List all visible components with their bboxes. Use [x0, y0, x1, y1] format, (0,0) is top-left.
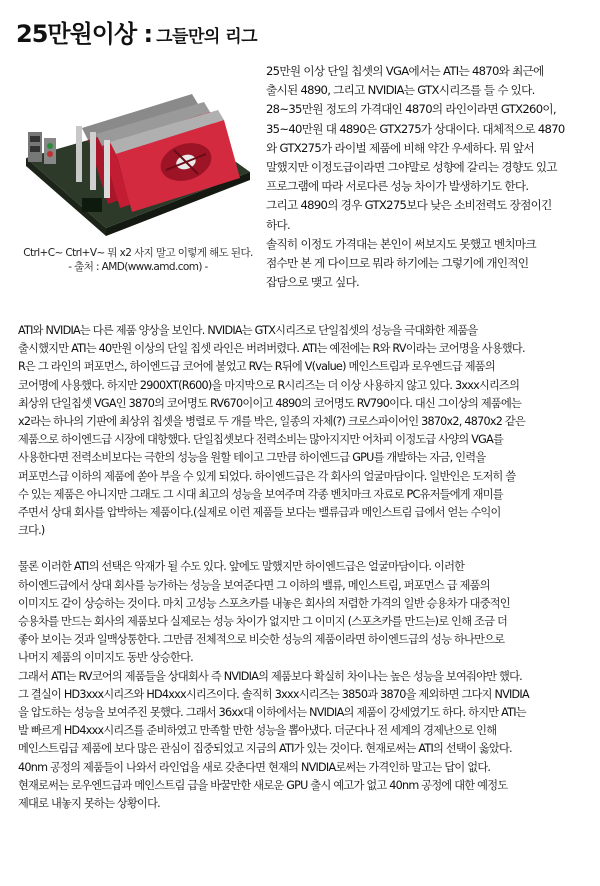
graphics-card-photo — [22, 80, 252, 240]
text-line: 최상위 단일칩셋 VGA인 3870의 코어명도 RV670이이고 4890의 코어명도 RV790이다. 대신 그이상의 제품에는 — [18, 396, 522, 410]
text-line: 코어명에 사용했다. 하지만 2900XT(R600)을 마지막으로 R시리즈는 더 이상 사용하지 않고 있다. 3xxx시리즈의 — [18, 378, 520, 392]
text-line: 말했지만 이정도급이라면 그야말로 성향에 갈리는 경향도 있고 — [266, 160, 557, 175]
text-line: 현재로써는 로우엔드급과 메인스트림 급을 바꿀만한 새로운 GPU 출시 예고가 없고 40nm 공정에 대한 예정도 — [18, 778, 508, 792]
text-line: 출시된 4890, 그리고 NVIDIA는 GTX시리즈를 들 수 있다. — [266, 83, 535, 98]
text-line: 수 있는 제품은 아니지만 그래도 그 시대 최고의 성능을 보여주며 각종 벤치마크 자료로 PC유저들에게 재미를 — [18, 487, 503, 501]
text-line: 솔직히 이정도 가격대는 본인이 써보지도 못했고 벤치마크 — [266, 236, 536, 251]
page-heading — [16, 14, 257, 49]
text-line: 물론 이러한 ATI의 선택은 악재가 될 수도 있다. 앞에도 말했지만 하이엔드급은 얼굴마담이다. 이러한 — [18, 560, 465, 574]
text-line: 발 빠르게 HD4xxx시리즈를 준비하였고 만족할 만한 성능을 뽑아냈다. 더군다나 전 세계의 경제난으로 인해 — [18, 724, 497, 738]
page-title: 25만원이상 : — [16, 20, 153, 48]
ati-choice-paragraph — [18, 558, 588, 813]
image-caption — [22, 246, 254, 274]
text-line: 나머지 제품의 이미지도 동반 상승한다. — [18, 651, 193, 665]
text-line: 그리고 4890의 경우 GTX275보다 낮은 소비전력도 장점이긴 — [266, 198, 552, 213]
text-line: 주면서 상대 회사를 압박하는 제품이다.(실제로 이런 제품들 보다는 밸류급과 메인스트림 급에서 얻는 수익이 — [18, 506, 501, 520]
text-line: 하이엔드급에서 상대 회사를 능가하는 성능을 보여준다면 그 이하의 밸류, 메인스트림, 퍼포먼스 급 제품의 — [18, 578, 490, 592]
article-body — [18, 322, 588, 813]
text-line: 40nm 공정의 제품들이 나와서 라인업을 새로 갖춘다면 현재의 NVIDIA로써는 가격인하 말고는 답이 없다. — [18, 760, 491, 774]
text-line: 사용한다면 전력소비보다는 극한의 성능을 원할 테이고 그만큼 하이엔드급 GPU를 개발하는 자금, 인력을 — [18, 451, 486, 465]
text-line: 28~35만원 정도의 가격대인 4870의 라인이라면 GTX260이, — [266, 102, 556, 117]
text-line: 좋아 보이는 것과 일맥상통한다. 그만큼 전체적으로 비슷한 성능의 제품이라면 하이엔드급의 성능 하나만으로 — [18, 633, 505, 647]
caption-source: - 출처 : AMD(www.amd.com) - — [68, 261, 208, 273]
caption-line: Ctrl+C~ Ctrl+V~ 뭐 x2 사지 말고 이렇게 해도 된다. — [23, 247, 253, 259]
ati-nvidia-paragraph — [18, 322, 588, 540]
text-line: 출시했지만 ATI는 40만원 이상의 단일 칩셋 라인은 버려버렸다. ATI는 예전에는 R와 RV이라는 코어명을 사용했다. — [18, 342, 525, 356]
text-line: 퍼포먼스급 이하의 제품에 쏟아 부을 수 있게 되었다. 하이엔드급은 각 회사의 얼굴마담이다. 일반인은 도저히 쓸 — [18, 469, 516, 483]
text-line: 승용차를 만드는 회사의 제품보다 실제로는 성능 차이가 없지만 그 이미지 (스포츠카를 만드는)로 인해 조금 더 — [18, 615, 508, 629]
intro-paragraph — [266, 62, 588, 292]
text-line: 와 GTX275가 라이벌 제품에 비해 약간 우세하다. 뭐 앞서 — [266, 140, 534, 155]
text-line: ATI와 NVIDIA는 다른 제품 양상을 보인다. NVIDIA는 GTX시리즈로 단일칩셋의 성능을 극대화한 제품을 — [18, 324, 478, 337]
text-line: 35~40만원 대 4890은 GTX275가 상대이다. 대체적으로 4870 — [266, 121, 565, 136]
text-line: 제품으로 하이엔드급 시장에 대항했다. 단일칩셋보다 전력소비는 많아지지만 어차피 이정도급 사양의 VGA를 — [18, 433, 504, 447]
text-line: 하다. — [266, 217, 290, 232]
text-line: 제대로 내놓지 못하는 상황이다. — [18, 797, 160, 811]
text-line: 그래서 ATI는 RV코어의 제품들을 상대회사 즉 NVIDIA의 제품보다 확실히 차이나는 높은 성능을 보여줘야만 했다. — [18, 669, 522, 683]
text-line: 그 결실이 HD3xxx시리즈와 HD4xxx시리즈이다. 솔직히 3xxx시리즈는 3850과 3870을 제외하면 그다지 NVIDIA — [18, 687, 529, 701]
text-line: 25만원 이상 단일 칩셋의 VGA에서는 ATI는 4870와 최근에 — [266, 64, 544, 78]
text-line: 메인스트림급 제품에 보다 많은 관심이 집중되었고 지금의 ATI가 있는 것이다. 현재로써는 ATI의 선택이 옳았다. — [18, 742, 512, 756]
text-line: x2라는 하나의 기판에 최상위 칩셋을 병렬로 두 개를 박은, 일종의 자체(?) 크로스파이어인 3870x2, 4870x2 같은 — [18, 415, 526, 429]
text-line: 이미지도 같이 상승하는 것이다. 마치 고성능 스포츠카를 내놓은 회사의 저렴한 가격의 일반 승용차가 대중적인 — [18, 596, 510, 610]
page-subtitle: 그들만의 리그 — [156, 27, 258, 47]
text-line: 을 압도하는 성능을 보여주진 못했다. 그래서 36xx대 이하에서는 NVIDIA의 제품이 강세였기도 하다. 하지만 ATI는 — [18, 706, 526, 720]
text-line: 잡담으로 맺고 싶다. — [266, 275, 359, 290]
text-line: 프로그램에 따라 서로다른 성능 차이가 발생하기도 한다. — [266, 179, 529, 194]
text-line: 점수만 본 게 다이므로 뭐라 하기에는 그렇기에 개인적인 — [266, 256, 529, 271]
text-line: R은 그 라인의 퍼포먼스, 하이엔드급 코어에 붙었고 RV는 R뒤에 V(value) 메인스트림과 로우엔드급 제품의 — [18, 360, 495, 374]
text-line: 크다.) — [18, 524, 45, 538]
paragraph-gap — [18, 540, 588, 558]
